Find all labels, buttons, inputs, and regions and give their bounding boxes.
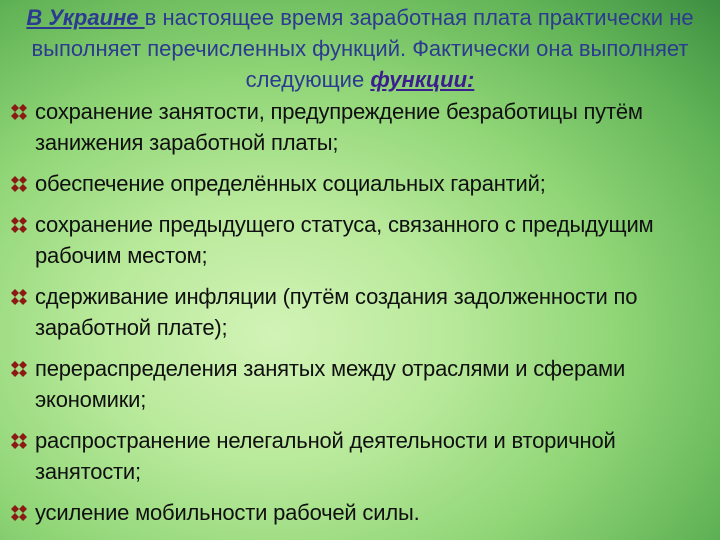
bullet-text: сохранение занятости, предупреждение безработицы путём занижения заработной платы; <box>35 99 643 155</box>
slide-heading <box>20 2 700 95</box>
diamond-bullet-icon <box>10 288 28 306</box>
diamond-bullet-icon <box>10 103 28 121</box>
bullet-text: сдерживание инфляции (путём создания задолженности по заработной плате); <box>35 284 638 340</box>
diamond-bullet-icon <box>10 432 28 450</box>
heading-text: в настоящее время заработная плата практически не выполняет перечисленных функций. Фактически она выполняет следующие <box>31 5 694 92</box>
bullet-list <box>8 96 714 538</box>
bullet-text: перераспределения занятых между отраслями и сферами экономики; <box>35 356 626 412</box>
list-item <box>8 497 714 528</box>
bullet-text: обеспечение определённых социальных гарантий; <box>35 171 546 196</box>
bullet-text: сохранение предыдущего статуса, связанного с предыдущим рабочим местом; <box>35 212 654 268</box>
diamond-bullet-icon <box>10 504 28 522</box>
list-item <box>8 425 714 487</box>
bullet-text: усиление мобильности рабочей силы. <box>35 500 420 525</box>
heading-key-term: функции: <box>370 67 475 92</box>
diamond-bullet-icon <box>10 360 28 378</box>
list-item <box>8 281 714 343</box>
list-item <box>8 96 714 158</box>
diamond-bullet-icon <box>10 216 28 234</box>
bullet-text: распространение нелегальной деятельности и вторичной занятости; <box>35 428 616 484</box>
list-item <box>8 353 714 415</box>
heading-lead: В Украине <box>26 5 145 30</box>
list-item <box>8 209 714 271</box>
list-item <box>8 168 714 199</box>
diamond-bullet-icon <box>10 175 28 193</box>
